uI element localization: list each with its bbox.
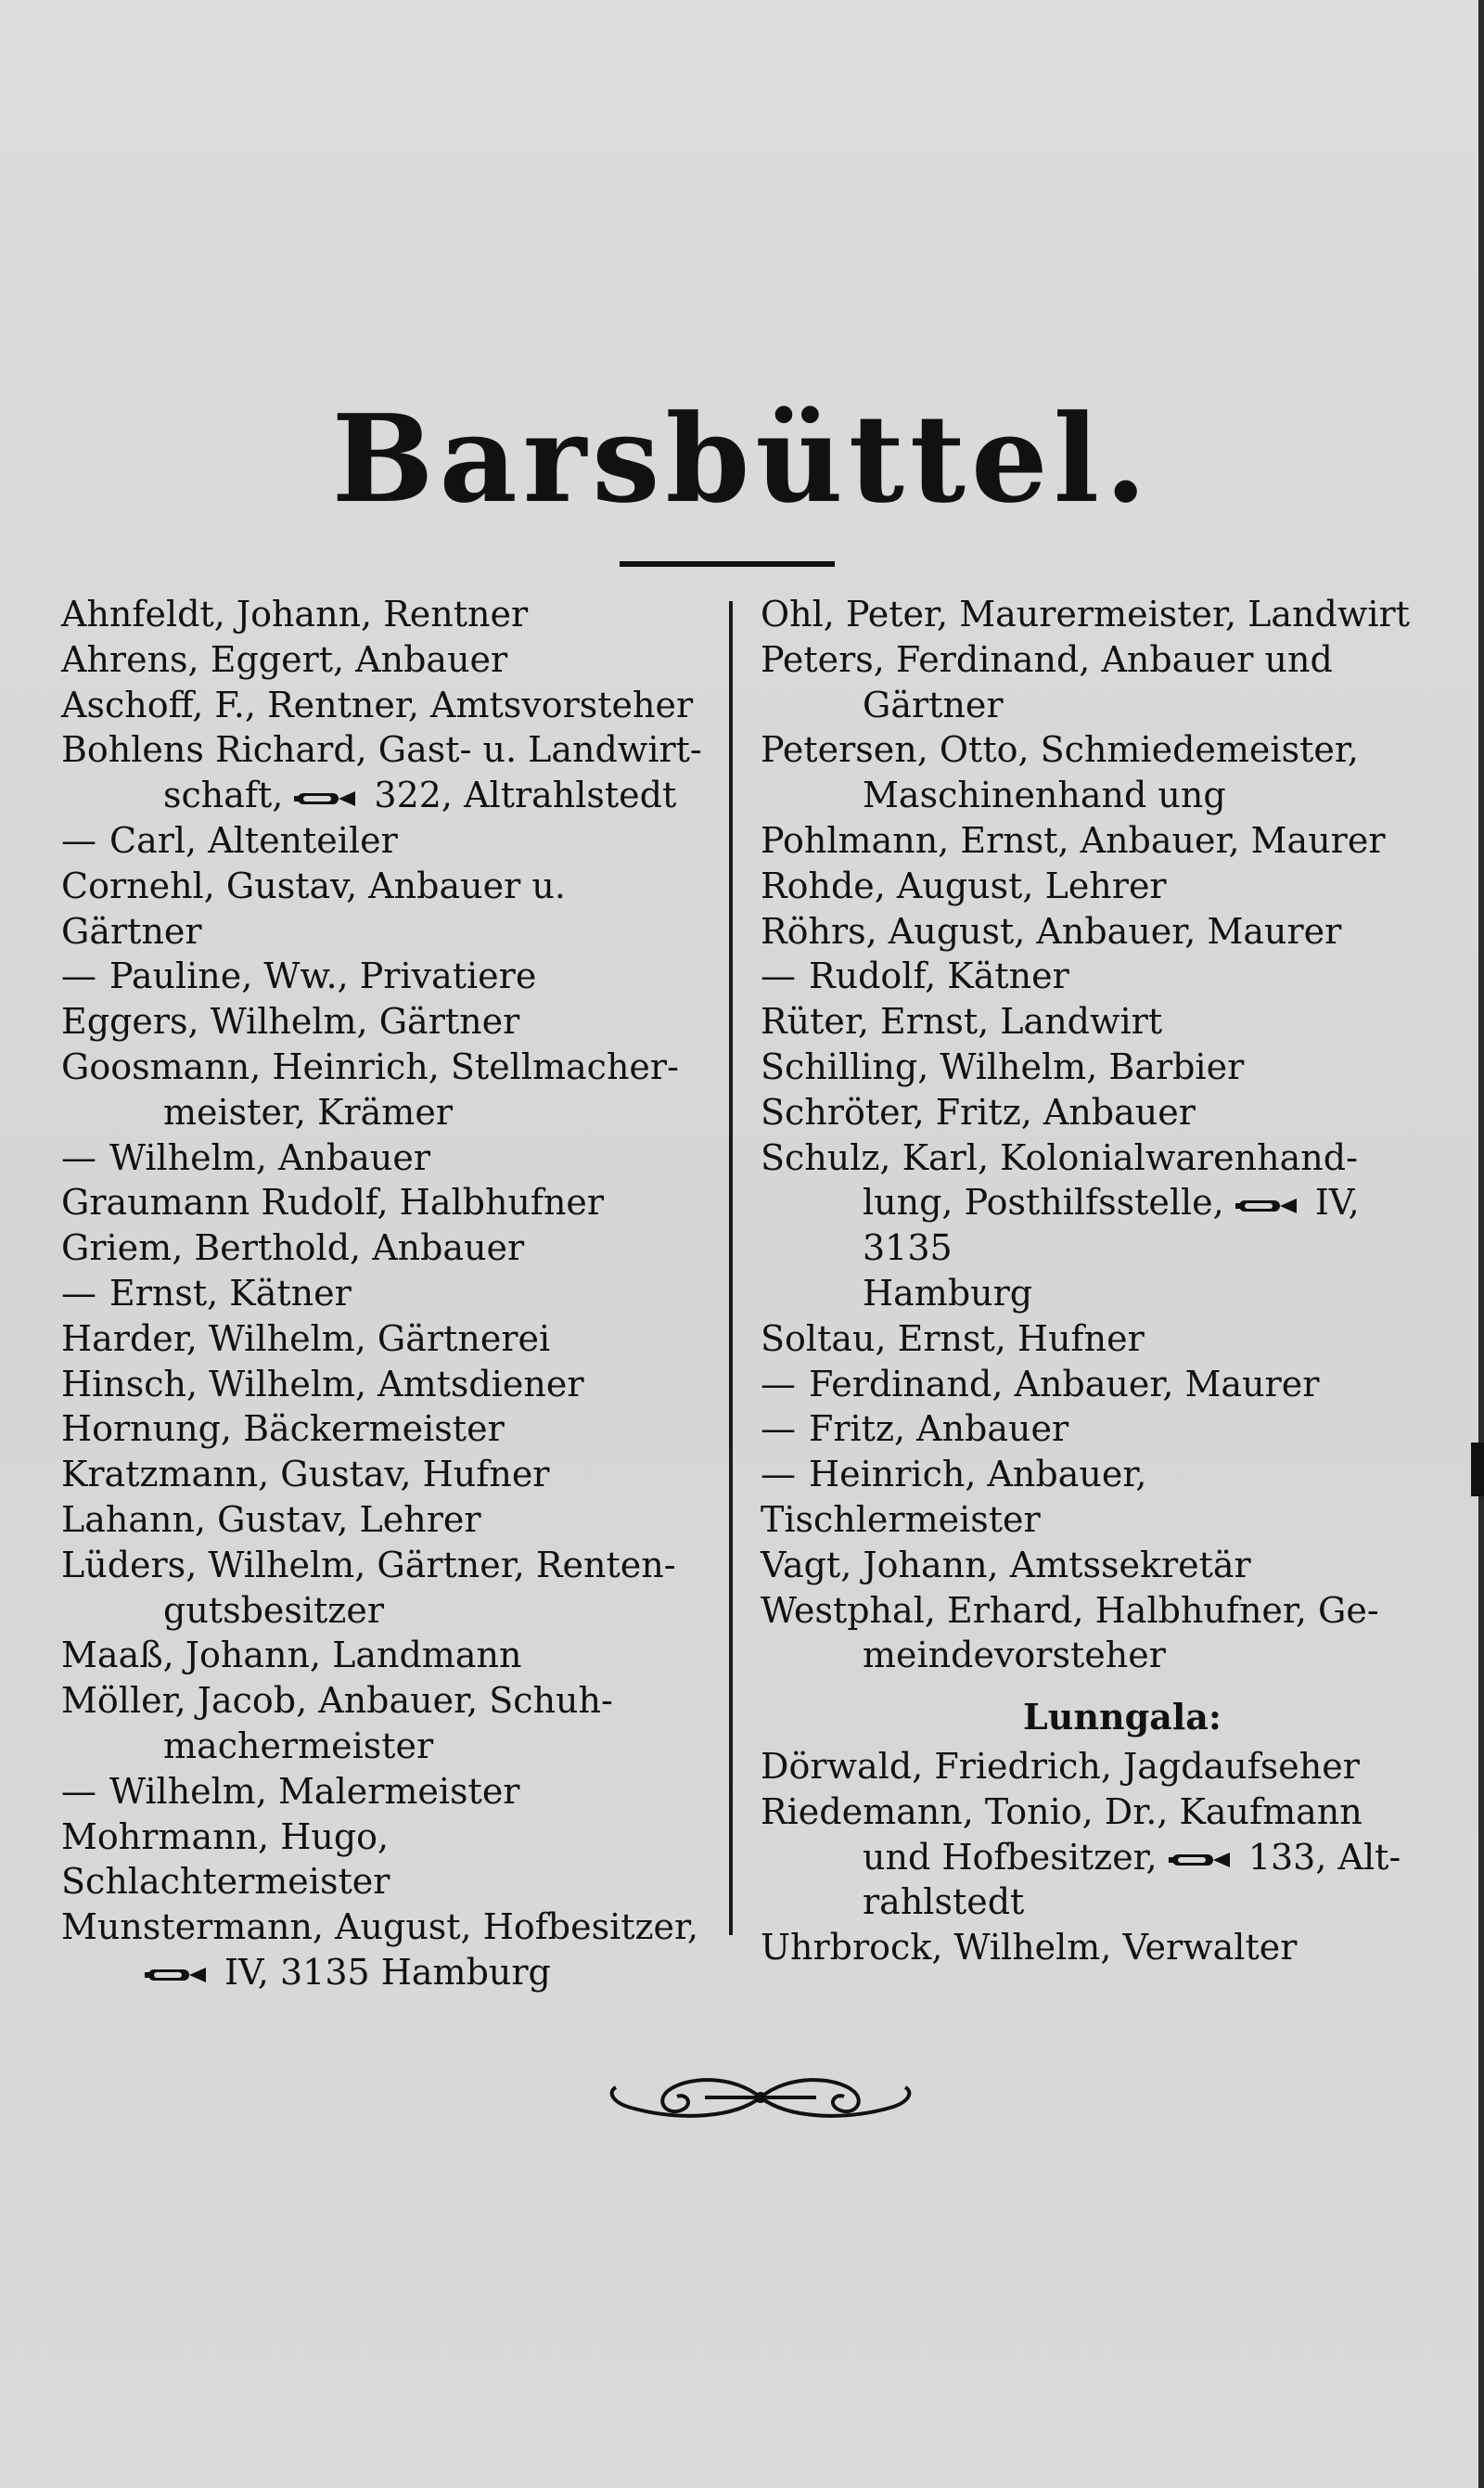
entry-text: Wilhelm, Anbauer [109,1136,431,1178]
entry-text: Rohde, August, Lehrer [761,865,1167,906]
entry-text: Carl, Altenteiler [109,819,398,861]
directory-entry [761,909,1428,955]
entry-line [761,1316,1428,1362]
entry-text: Lüders, Wilhelm, Gärtner, Renten- [61,1544,676,1585]
directory-entry [761,1744,1428,1789]
entry-line [61,1362,710,1407]
entry-phone: 133, Alt- [1247,1836,1401,1878]
entry-line [61,1271,710,1316]
entry-text: Graumann Rudolf, Halbhufner [61,1182,605,1224]
directory-entry [61,999,710,1045]
entry-line [761,727,1428,773]
entry-line [61,1497,710,1543]
entry-continuation [761,1180,1428,1271]
page-edge [1478,0,1484,2488]
directory-entry [761,727,1428,818]
directory-entry [761,818,1428,864]
entry-dash: — [61,1770,96,1812]
entry-dash: — [61,819,96,861]
entry-line [61,1815,710,1905]
directory-entry [761,592,1428,637]
directory-entry [761,954,1428,999]
entry-line [761,864,1428,909]
directory-entry [761,1316,1428,1362]
directory-entry [761,1090,1428,1135]
entry-continuation [61,1724,710,1769]
directory-entry [761,1362,1428,1407]
entry-continuation-text: lung, Posthilfsstelle, [863,1182,1235,1224]
directory-entry [61,637,710,683]
entry-continuation-text: und Hofbesitzer, [863,1836,1169,1878]
entry-text: Uhrbrock, Wilhelm, Verwalter [761,1927,1298,1969]
directory-entry [61,1406,710,1452]
entry-continuation [61,1090,710,1135]
page-title: Barsbüttel. [331,388,1153,530]
entry-continuation [761,1633,1428,1678]
entry-continuation-text: schaft, [163,775,295,816]
entry-text: Cornehl, Gustav, Anbauer u. Gärtner [61,865,566,952]
right-entries [761,592,1428,1678]
entry-dash: — [761,1454,796,1495]
entry-line [61,1633,710,1678]
directory-entry [61,1633,710,1678]
entry-text: Hinsch, Wilhelm, Amtsdiener [61,1363,584,1404]
entry-dash: — [61,1136,96,1178]
entry-line [61,1904,710,1950]
entry-text: Schilling, Wilhelm, Barbier [761,1045,1245,1087]
entry-continuation-text: gutsbesitzer [163,1589,384,1631]
telephone-icon [1169,1850,1239,1870]
directory-entry [761,1452,1428,1543]
directory-entry [761,864,1428,909]
entry-text: Fritz, Anbauer [809,1408,1069,1450]
entry-continuation-text: Gärtner [863,684,1004,725]
entry-text: Ahrens, Eggert, Anbauer [61,638,508,680]
entry-text: Mohrmann, Hugo, Schlachtermeister [61,1815,390,1903]
directory-entry [61,1135,710,1181]
entry-text: Vagt, Johann, Amtssekretär [761,1544,1251,1585]
lunngala-entries [761,1744,1428,1970]
directory-entry [761,1045,1428,1090]
entry-line [61,954,710,999]
entry-text: Petersen, Otto, Schmiedemeister, [761,729,1359,771]
entry-text: Pauline, Ww., Privatiere [109,955,537,997]
entry-continuation [761,683,1428,728]
entry-dash: — [61,955,96,997]
directory-entry [61,1543,710,1634]
directory-entry [61,1316,710,1362]
directory-entry [761,1789,1428,1925]
title-rule [620,561,835,567]
directory-entry [761,1135,1428,1316]
entry-text: Goosmann, Heinrich, Stellmacher- [61,1045,679,1087]
directory-entry [61,1904,710,1995]
entry-text: Schulz, Karl, Kolonialwarenhand- [761,1136,1358,1178]
directory-entry [61,1180,710,1225]
entry-text: Hornung, Bäckermeister [61,1408,505,1450]
entry-line [761,1744,1428,1789]
entry-text: Wilhelm, Malermeister [109,1770,520,1812]
entry-dash: — [761,1408,796,1450]
entry-line [61,1225,710,1271]
directory-entry [61,1271,710,1316]
entry-line [61,1769,710,1815]
entry-line [61,999,710,1045]
directory-entry [61,1769,710,1815]
directory-entry [61,1045,710,1135]
entry-continuation-text: meister, Krämer [163,1091,453,1133]
entry-text: Rüter, Ernst, Landwirt [761,1001,1163,1043]
entry-text: Griem, Berthold, Anbauer [61,1227,525,1269]
directory-entry [61,1362,710,1407]
entry-continuation [61,1950,710,1995]
entry-text: Röhrs, August, Anbauer, Maurer [761,910,1342,952]
entry-line [761,1135,1428,1181]
entry-text: Ferdinand, Anbauer, Maurer [809,1363,1320,1404]
entry-line [61,1316,710,1362]
entry-line [761,1045,1428,1090]
entry-text: Aschoff, F., Rentner, Amtsvorsteher [61,684,694,725]
entry-text: Harder, Wilhelm, Gärtnerei [61,1317,551,1359]
entry-dash: — [761,955,796,997]
entry-line [61,637,710,683]
column-divider [729,601,733,1935]
entry-line [61,727,710,773]
directory-entry [761,999,1428,1045]
entry-dash: — [761,1363,796,1404]
directory-entry [61,1497,710,1543]
entry-text: Maaß, Johann, Landmann [61,1635,522,1676]
entry-line [61,1452,710,1497]
entry-line [761,1789,1428,1835]
entry-continuation [61,1588,710,1634]
directory-entry [61,1225,710,1271]
entry-text: Rudolf, Kätner [809,955,1069,997]
entry-continuation-text: Hamburg [863,1272,1033,1314]
entry-line [61,683,710,728]
directory-entry [761,1588,1428,1679]
entry-line [61,592,710,637]
telephone-icon [294,789,365,809]
entry-text: Dörwald, Friedrich, Jagdaufseher [761,1745,1360,1787]
entry-line [61,1543,710,1588]
directory-entry [61,1815,710,1905]
directory-entry [761,637,1428,728]
entry-line [761,637,1428,683]
left-column [61,592,710,1995]
entry-text: Riedemann, Tonio, Dr., Kaufmann [761,1790,1362,1832]
telephone-icon [1235,1196,1306,1216]
directory-entry [61,954,710,999]
entry-text: Bohlens Richard, Gast- u. Landwirt- [61,729,702,771]
entry-phone: 322, Altrahlstedt [374,775,677,816]
directory-entry [61,1678,710,1769]
entry-line [761,909,1428,955]
entry-text: Schröter, Fritz, Anbauer [761,1091,1196,1133]
entry-line [761,1588,1428,1634]
entry-continuation-text: rahlstedt [863,1881,1025,1923]
entry-text: Ernst, Kätner [109,1272,352,1314]
entry-continuation [761,1835,1428,1880]
entry-continuation [761,773,1428,818]
entry-text: Munstermann, August, Hofbesitzer, [61,1906,699,1948]
section-heading-lunngala: Lunngala: [1023,1696,1222,1738]
entry-line [761,954,1428,999]
entry-line [61,1045,710,1090]
directory-entry [61,727,710,818]
entry-text: Peters, Ferdinand, Anbauer und [761,638,1333,680]
entry-line [761,1925,1428,1970]
entry-continuation [761,1271,1428,1316]
directory-entry [61,592,710,637]
entry-line [61,818,710,864]
right-column [761,592,1428,1970]
entry-continuation-text: meindevorsteher [863,1635,1166,1676]
entry-line [761,818,1428,864]
entry-continuation-text: machermeister [163,1725,434,1766]
entry-continuation-text: Maschinenhand ung [863,775,1226,816]
entry-phone: IV, 3135 [863,1182,1360,1269]
entry-line [761,1452,1428,1543]
directory-entry [61,1452,710,1497]
directory-entry [761,1406,1428,1452]
entry-text: Ohl, Peter, Maurermeister, Landwirt [761,594,1410,635]
entry-line [61,864,710,955]
entry-text: Soltau, Ernst, Hufner [761,1317,1145,1359]
entry-text: Lahann, Gustav, Lehrer [61,1498,481,1540]
entry-line [61,1180,710,1225]
entry-line [61,1678,710,1724]
entry-line [761,1362,1428,1407]
entry-text: Heinrich, Anbauer, Tischlermeister [761,1454,1147,1540]
entry-line [61,1406,710,1452]
directory-entry [61,864,710,955]
entry-line [761,1406,1428,1452]
ornament-divider [594,2065,928,2130]
entry-line [761,1090,1428,1135]
entry-dash: — [61,1272,96,1314]
entry-continuation [61,773,710,818]
page-edge-tab [1471,1443,1484,1496]
entry-text: Ahnfeldt, Johann, Rentner [61,594,529,635]
entry-phone: IV, 3135 Hamburg [224,1951,551,1993]
entry-text: Westphal, Erhard, Halbhufner, Ge- [761,1589,1379,1631]
telephone-icon [145,1965,215,1985]
directory-entry [61,818,710,864]
entry-text: Kratzmann, Gustav, Hufner [61,1454,550,1495]
entry-line [761,592,1428,637]
entry-text: Eggers, Wilhelm, Gärtner [61,1001,520,1043]
directory-entry [61,683,710,728]
entry-line [61,1135,710,1181]
entry-continuation [761,1879,1428,1925]
entry-text: Pohlmann, Ernst, Anbauer, Maurer [761,819,1386,861]
entry-line [761,999,1428,1045]
directory-entry [761,1925,1428,1970]
entry-text: Möller, Jacob, Anbauer, Schuh- [61,1680,613,1722]
directory-entry [761,1543,1428,1588]
entry-line [761,1543,1428,1588]
